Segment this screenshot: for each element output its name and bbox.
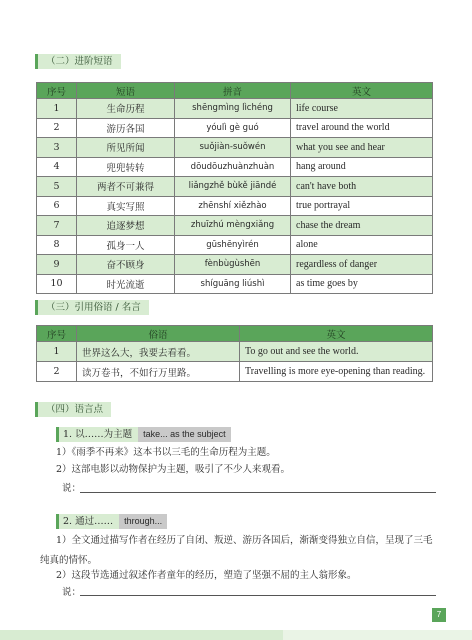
point-1-english: take... as the subject [138,427,231,442]
row-english: travel around the world [291,118,433,138]
row-pinyin: zhēnshí xiězhào [175,196,291,216]
point-2-say-label: 说： [62,587,82,598]
row-pinyin: fènbùgùshēn [175,255,291,275]
table-row [37,118,433,138]
row-english: regardless of danger [291,255,433,275]
table-row [37,177,433,197]
footer-bar [0,630,472,640]
point-2-english: through... [119,514,167,529]
row-index: 9 [37,255,77,275]
row-phrase: 游历各国 [77,118,175,138]
row-pinyin: zhuīzhú mèngxiǎng [175,216,291,236]
header-pinyin: 拼音 [175,83,291,99]
row-index: 6 [37,196,77,216]
row-phrase: 时光流逝 [77,274,175,294]
row-index: 1 [37,342,77,362]
row-index: 1 [37,99,77,119]
row-english: true portrayal [291,196,433,216]
table-row [37,362,433,382]
row-phrase: 孤身一人 [77,235,175,255]
header-english: 英文 [291,83,433,99]
row-english: Travelling is more eye-opening than reading. [240,362,433,382]
language-point-2 [56,514,167,529]
row-pinyin: shēngmìng lìchéng [175,99,291,119]
header-index: 序号 [37,326,77,342]
phrase-table [36,82,433,294]
page-number: 7 [432,608,446,622]
row-index: 2 [37,118,77,138]
row-english: chase the dream [291,216,433,236]
row-english: hang around [291,157,433,177]
header-index: 序号 [37,83,77,99]
row-pinyin: suǒjiàn-suǒwén [175,138,291,158]
quote-table [36,325,433,382]
row-index: 3 [37,138,77,158]
table-row [37,196,433,216]
header-saying: 俗语 [77,326,240,342]
footer-accent [0,630,283,640]
row-pinyin: yóulì gè guó [175,118,291,138]
point-2-label: 2. 通过…… [56,514,119,529]
row-phrase: 真实写照 [77,196,175,216]
point-2-answer-line[interactable] [80,595,436,596]
point-1-example-2: 2）这部电影以动物保护为主题，吸引了不少人来观看。 [56,464,291,475]
table-header-row [37,326,433,342]
header-phrase: 短语 [77,83,175,99]
row-phrase: 两者不可兼得 [77,177,175,197]
row-phrase: 追逐梦想 [77,216,175,236]
point-1-say-label: 说： [62,483,82,494]
row-pinyin: gūshēnyìrén [175,235,291,255]
point-2-example-1: 1）全文通过描写作者在经历了自闭、叛逆、游历各国后，渐渐变得独立自信，呈现了三毛纯真的情怀。 [40,535,433,566]
row-pinyin: shíguāng liúshì [175,274,291,294]
table-row [37,274,433,294]
row-english: what you see and hear [291,138,433,158]
table-header-row [37,83,433,99]
table-row [37,157,433,177]
table-row [37,216,433,236]
section-title-quotes: （三）引用俗语 / 名言 [35,300,149,315]
row-english: can't have both [291,177,433,197]
row-pinyin: liǎngzhě bùkě jiāndé [175,177,291,197]
row-index: 8 [37,235,77,255]
row-pinyin: dōudōuzhuànzhuàn [175,157,291,177]
row-saying: 世界这么大，我要去看看。 [77,342,240,362]
row-index: 4 [37,157,77,177]
row-phrase: 兜兜转转 [77,157,175,177]
row-english: alone [291,235,433,255]
language-point-1 [56,427,231,442]
table-row [37,138,433,158]
row-index: 10 [37,274,77,294]
row-phrase: 奋不顾身 [77,255,175,275]
row-phrase: 生命历程 [77,99,175,119]
row-index: 2 [37,362,77,382]
point-1-example-1: 1）《雨季不再来》这本书以三毛的生命历程为主题。 [56,447,276,458]
table-row [37,342,433,362]
point-1-answer-line[interactable] [80,492,436,493]
row-index: 5 [37,177,77,197]
row-english: as time goes by [291,274,433,294]
section-title-language-points: （四）语言点 [35,402,111,417]
row-phrase: 所见所闻 [77,138,175,158]
row-english: life course [291,99,433,119]
point-1-label: 1. 以……为主题 [56,427,138,442]
row-index: 7 [37,216,77,236]
section-title-phrases: （二）进阶短语 [35,54,121,69]
table-row [37,255,433,275]
row-saying: 读万卷书，不如行万里路。 [77,362,240,382]
table-row [37,99,433,119]
table-row [37,235,433,255]
row-english: To go out and see the world. [240,342,433,362]
point-2-example-2: 2）这段节选通过叙述作者童年的经历，塑造了坚强不屈的主人翁形象。 [56,570,357,581]
header-english: 英文 [240,326,433,342]
